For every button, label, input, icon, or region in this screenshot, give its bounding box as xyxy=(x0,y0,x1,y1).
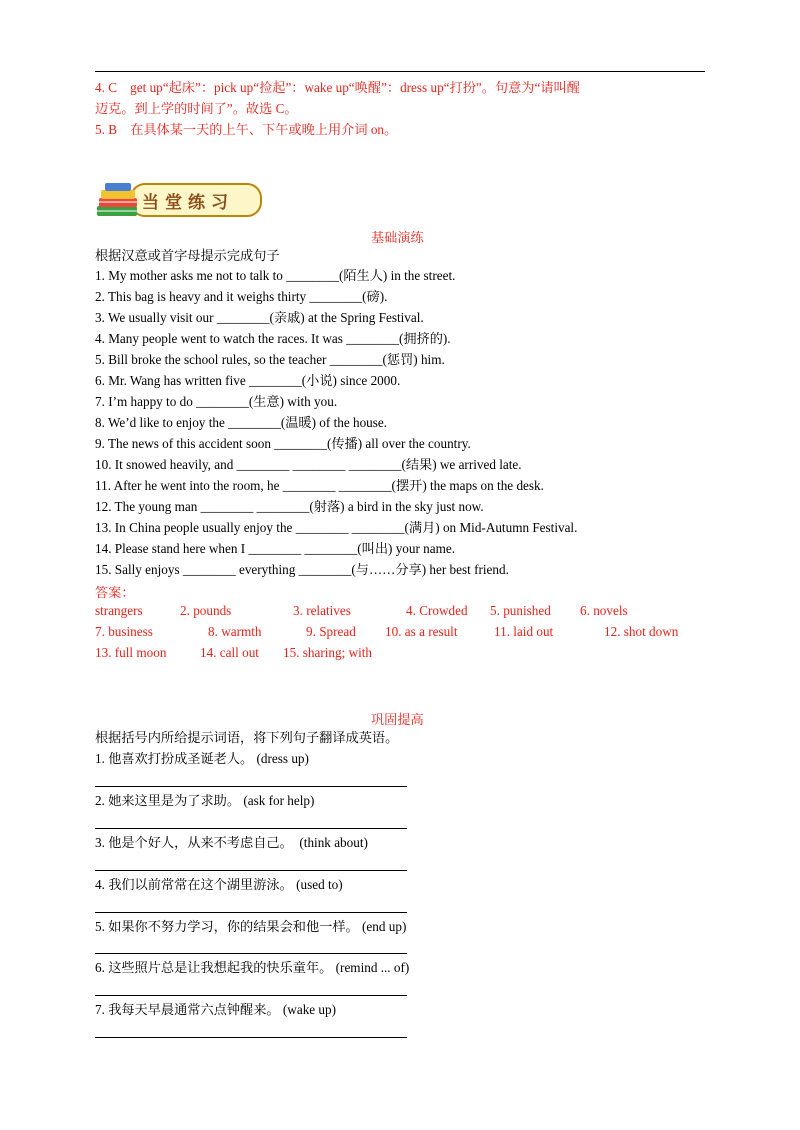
basic-section-title: 基础演练 xyxy=(371,230,424,245)
advanced-item-4: 4. 我们以前常常在这个湖里游泳。 (used to) xyxy=(95,877,343,892)
answer-13: 13. full moon xyxy=(95,645,167,660)
answer-14: 14. call out xyxy=(200,645,259,660)
advanced-item-3: 3. 他是个好人，从来不考虑自己。 (think about) xyxy=(95,835,368,850)
basic-item-3: 3. We usually visit our ________(亲戚) at the Spring Festival. xyxy=(95,310,424,325)
answer-7: 7. business xyxy=(95,624,153,639)
advanced-instruction: 根据括号内所给提示词语，将下列句子翻译成英语。 xyxy=(95,730,399,745)
basic-item-7: 7. I’m happy to do ________(生意) with you. xyxy=(95,394,338,409)
answer-blank-7 xyxy=(95,1037,407,1038)
basic-item-11: 11. After he went into the room, he ________ ________(摆开) the maps on the desk. xyxy=(95,478,544,493)
basic-item-9: 9. The news of this accident soon ________(传播) all over the country. xyxy=(95,436,471,451)
answer-blank-5 xyxy=(95,953,407,954)
basic-item-2: 2. This bag is heavy and it weighs thirty ________(磅). xyxy=(95,289,388,304)
header-rule xyxy=(95,71,705,72)
answer-8: 8. warmth xyxy=(208,624,262,639)
answer-blank-6 xyxy=(95,995,407,996)
basic-item-5: 5. Bill broke the school rules, so the teacher ________(惩罚) him. xyxy=(95,352,445,367)
answer-blank-1 xyxy=(95,786,407,787)
advanced-item-5: 5. 如果你不努力学习，你的结果会和他一样。 (end up) xyxy=(95,919,407,934)
basic-item-13: 13. In China people usually enjoy the ________ ________(满月) on Mid-Autumn Festival. xyxy=(95,520,578,535)
banner-title: 当堂练习 xyxy=(142,193,234,213)
answer-4: 4. Crowded xyxy=(406,603,468,618)
advanced-item-6: 6. 这些照片总是让我想起我的快乐童年。 (remind ... of) xyxy=(95,960,410,975)
basic-item-6: 6. Mr. Wang has written five ________(小说) since 2000. xyxy=(95,373,401,388)
basic-item-8: 8. We’d like to enjoy the ________(温暖) of the house. xyxy=(95,415,388,430)
prev-answer-5: 5. B 在具体某一天的上午、下午或晚上用介词 on。 xyxy=(95,122,398,137)
answer-15: 15. sharing; with xyxy=(283,645,373,660)
basic-item-12: 12. The young man ________ ________(射落) a bird in the sky just now. xyxy=(95,499,484,514)
answer-1: strangers xyxy=(95,603,143,618)
answer-10: 10. as a result xyxy=(385,624,458,639)
basic-item-1: 1. My mother asks me not to talk to ________(陌生人) in the street. xyxy=(95,268,456,283)
basic-item-14: 14. Please stand here when I ________ ________(叫出) your name. xyxy=(95,541,456,556)
advanced-item-7: 7. 我每天早晨通常六点钟醒来。 (wake up) xyxy=(95,1002,337,1017)
advanced-section-title: 巩固提高 xyxy=(371,712,424,727)
advanced-item-2: 2. 她来这里是为了求助。 (ask for help) xyxy=(95,793,315,808)
answer-3: 3. relatives xyxy=(293,603,351,618)
answer-12: 12. shot down xyxy=(604,624,679,639)
answer-5: 5. punished xyxy=(490,603,551,618)
prev-answer-4-line2: 迈克。到上学的时间了”。故选 C。 xyxy=(95,101,298,116)
basic-instruction: 根据汉意或首字母提示完成句子 xyxy=(95,248,280,263)
basic-item-15: 15. Sally enjoys ________ everything ________(与……分享) her best friend. xyxy=(95,562,509,577)
answer-9: 9. Spread xyxy=(306,624,356,639)
answer-11: 11. laid out xyxy=(494,624,554,639)
answer-6: 6. novels xyxy=(580,603,628,618)
advanced-item-1: 1. 他喜欢打扮成圣诞老人。 (dress up) xyxy=(95,751,309,766)
answer-2: 2. pounds xyxy=(180,603,232,618)
prev-answer-4-line1: 4. C get up“起床”：pick up“捡起”：wake up“唤醒”：dress up“打扮”。句意为“请叫醒 xyxy=(95,80,580,95)
answer-blank-2 xyxy=(95,828,407,829)
basic-item-10: 10. It snowed heavily, and ________ ________ ________(结果) we arrived late. xyxy=(95,457,522,472)
basic-item-4: 4. Many people went to watch the races. It was ________(拥挤的). xyxy=(95,331,451,346)
answer-blank-4 xyxy=(95,912,407,913)
answer-label: 答案： xyxy=(95,585,135,600)
answer-blank-3 xyxy=(95,870,407,871)
